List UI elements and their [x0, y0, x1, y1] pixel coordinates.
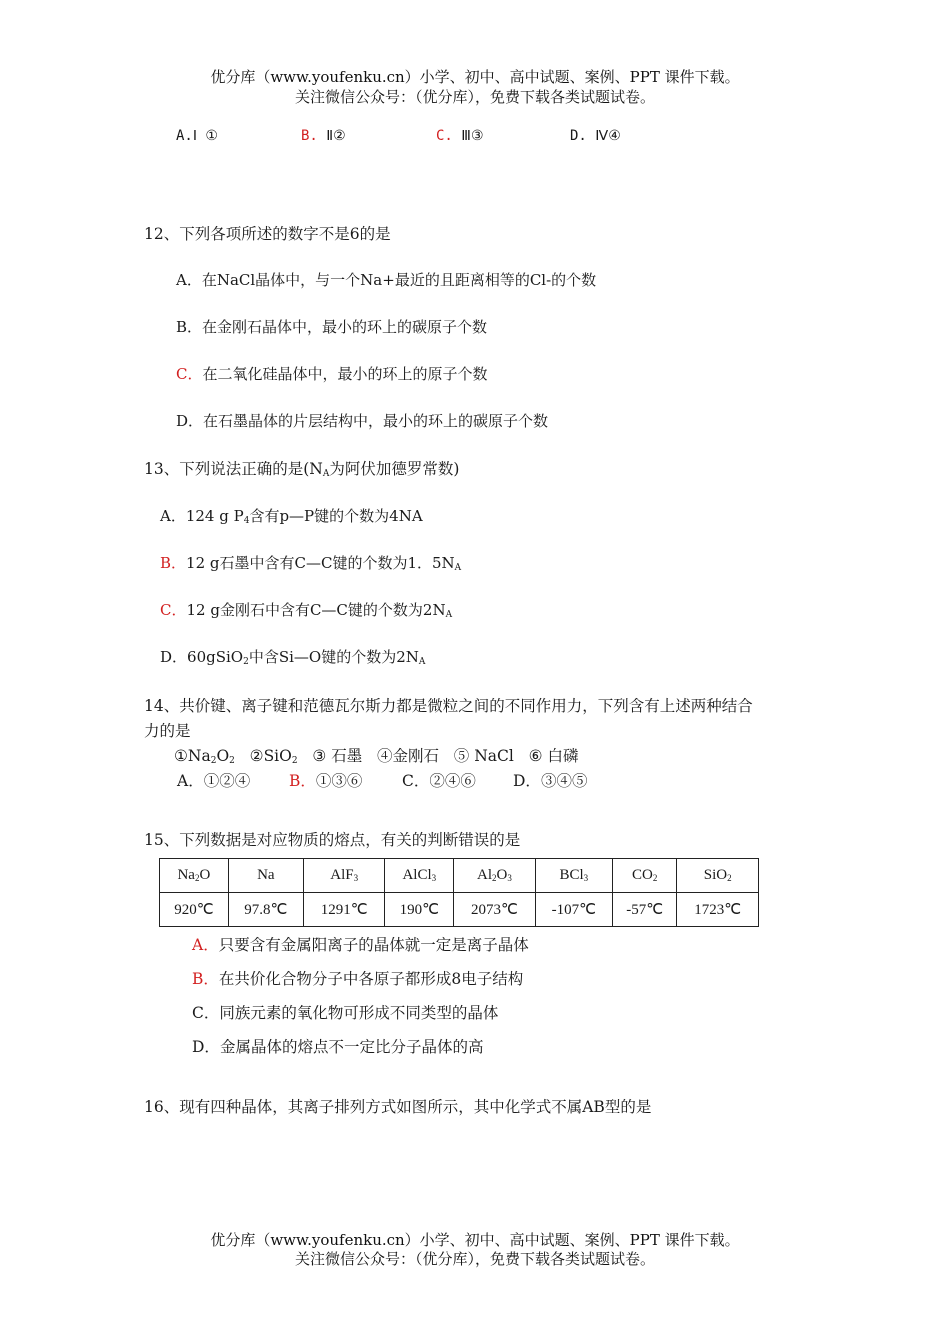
q14-item-2: ②SiO$_2$: [249, 747, 298, 766]
table-cell: 2073℃: [454, 893, 536, 927]
table-row-melting-points: [160, 893, 759, 927]
option-text: Ⅲ③: [452, 128, 484, 144]
q12-option-d: D．在石墨晶体的片层结构中，最小的环上的碳原子个数: [176, 412, 549, 430]
q11-option-a: [176, 128, 218, 144]
q11-option-c: [436, 128, 484, 144]
table-cell: 1291℃: [303, 893, 385, 927]
option-letter: B.: [301, 128, 318, 144]
option-letter: D.: [570, 128, 587, 144]
q15-option-d: D．金属晶体的熔点不一定比分子晶体的高: [192, 1038, 484, 1056]
q13-option-b: B．12 g石墨中含有C—C键的个数为1．$5N_A$: [160, 554, 462, 573]
header-line-1: 优分库（www.youfenku.cn）小学、初中、高中试题、案例、PPT 课件下载。: [210, 68, 740, 86]
q14-item-5: ⑤ NaCl: [453, 747, 514, 765]
q14-stem-line-2: 力的是: [144, 722, 191, 740]
q15-stem: 15、下列数据是对应物质的熔点，有关的判断错误的是: [144, 831, 521, 849]
q12-option-c: C．在二氧化硅晶体中，最小的环上的原子个数: [176, 365, 488, 383]
question-number: 16: [144, 1098, 164, 1116]
q14-item-4: ④金刚石: [376, 747, 439, 765]
q14-option-b: B．①③⑥: [289, 772, 363, 790]
header-line-2: 关注微信公众号：（优分库），免费下载各类试题试卷。: [294, 88, 655, 106]
q14-option-a: A．①②④: [177, 772, 251, 790]
q12-option-a: A．在NaCl晶体中，与一个Na+最近的且距离相等的Cl-的个数: [176, 271, 597, 289]
q13-option-d: D．60gSiO$_2$中含Si—O键的个数为$2N_A$: [160, 648, 426, 667]
table-cell: 920℃: [160, 893, 229, 927]
table-cell: 1723℃: [677, 893, 759, 927]
question-number: 15: [144, 831, 164, 849]
question-number: 13: [144, 460, 164, 478]
question-number: 12: [144, 225, 164, 243]
option-text: Ⅳ④: [586, 128, 621, 144]
q12-option-b: B．在金刚石晶体中，最小的环上的碳原子个数: [176, 318, 488, 336]
q14-stem-line-1: 14、共价键、离子键和范德瓦尔斯力都是微粒之间的不同作用力，下列含有上述两种结合: [144, 697, 753, 715]
table-cell: -57℃: [612, 893, 676, 927]
table-row-substances: [160, 859, 759, 893]
q14-item-6: ⑥ 白磷: [528, 747, 579, 765]
option-text: Ⅰ ①: [192, 128, 218, 144]
q14-option-d: D．③④⑤: [513, 772, 588, 790]
q16-stem: 16、现有四种晶体，其离子排列方式如图所示，其中化学式不属AB型的是: [144, 1098, 652, 1116]
option-letter: C.: [436, 128, 453, 144]
footer-line-2: 关注微信公众号：（优分库），免费下载各类试题试卷。: [294, 1250, 655, 1268]
q15-option-b: B．在共价化合物分子中各原子都形成8电子结构: [192, 970, 524, 988]
q13-stem: 13、下列说法正确的是($N_A$为阿伏加德罗常数): [144, 460, 460, 479]
table-cell: $CO_2$: [612, 859, 676, 893]
footer-line-1: 优分库（www.youfenku.cn）小学、初中、高中试题、案例、PPT 课件下载。: [210, 1231, 740, 1249]
table-cell: BCl$_3$: [535, 859, 612, 893]
melting-point-table: [159, 858, 759, 927]
q13-option-a: A．124 g $P_4$含有p—P键的个数为4NA: [160, 507, 423, 526]
q13-option-c: C．12 g金刚石中含有C—C键的个数为$2N_A$: [160, 601, 453, 620]
table-cell: $Al_2O_3$: [454, 859, 536, 893]
q11-option-d: [570, 128, 621, 144]
table-cell: AlF$_3$: [303, 859, 385, 893]
table-cell: $Na_2O$: [160, 859, 229, 893]
question-number: 14: [144, 697, 164, 715]
q14-item-3: ③ 石墨: [312, 747, 363, 765]
q15-option-c: C．同族元素的氧化物可形成不同类型的晶体: [192, 1004, 499, 1022]
q15-option-a: A．只要含有金属阳离子的晶体就一定是离子晶体: [192, 936, 529, 954]
q14-items: [174, 744, 578, 766]
option-letter: A.: [176, 128, 193, 144]
q12-stem: 12、下列各项所述的数字不是6的是: [144, 225, 391, 243]
table-cell: -107℃: [535, 893, 612, 927]
table-cell: Na: [228, 859, 303, 893]
q14-option-c: C．②④⑥: [402, 772, 476, 790]
table-cell: SiO$_2$: [677, 859, 759, 893]
table-cell: 97.8℃: [228, 893, 303, 927]
table-cell: 190℃: [385, 893, 454, 927]
q11-option-b: [301, 128, 346, 144]
q14-item-1: $①Na_2O_2$: [174, 747, 235, 766]
table-cell: AlCl$_3$: [385, 859, 454, 893]
option-text: Ⅱ②: [317, 128, 346, 144]
